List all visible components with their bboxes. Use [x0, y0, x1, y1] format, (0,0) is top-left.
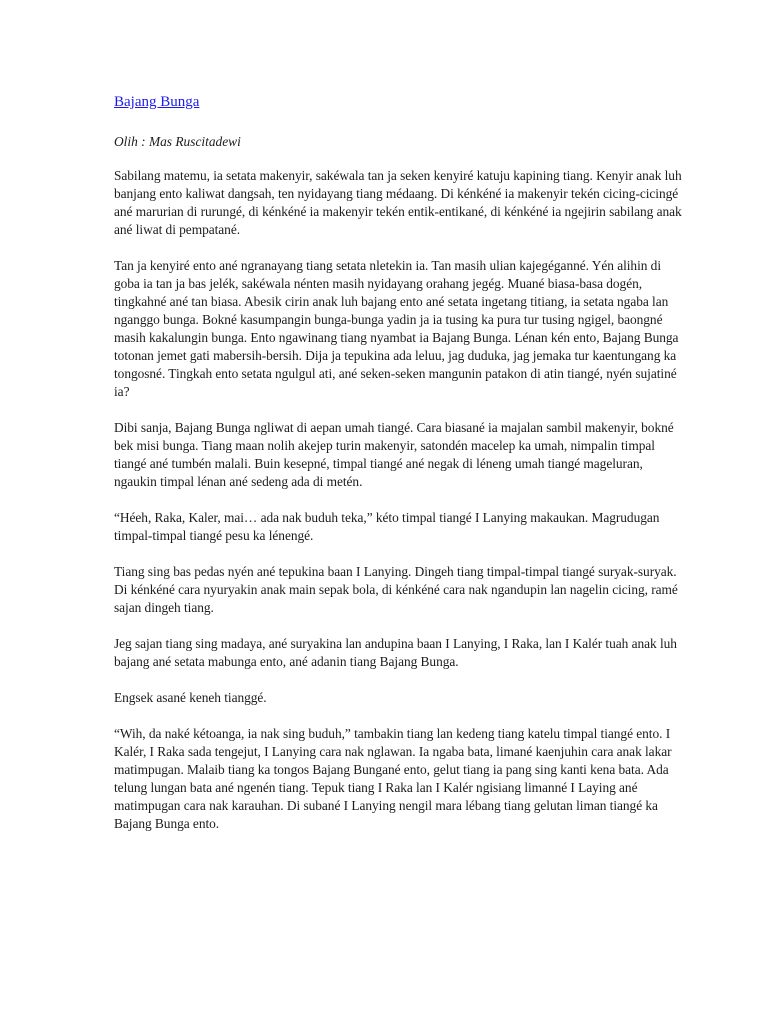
paragraph-5: Tiang sing bas pedas nyén ané tepukina baan I Lanying. Dingeh tiang timpal-timpal tiangé suryak-suryak. Di kénkéné cara nyuryakin anak main sepak bola, di kénkéné cara nak ngandupin lan nagelin cicing, ramé sajan dingeh tiang. [114, 564, 678, 615]
article-author: Olih : Mas Ruscitadewi [114, 134, 241, 149]
paragraph-8: “Wih, da naké kétoanga, ia nak sing buduh,” tambakin tiang lan kedeng tiang katelu timpal tiangé ento. I Kalér, I Raka sada tengejut, I Lanying cara nak nglawan. Ia ngaba bata, limané kaenjuhin cara anak lakar matimpugan. Malaib tiang ka tongos Bajang Bungané ento, gelut tiang ia pang sing kanti kena bata. Ada telung lungan bata ané ngenén tiang. Tepuk tiang I Raka lan I Kalér ngisiang limanné I Laying ané matimpugan cara nak karauhan. Di subané I Lanying nengil mara lébang tiang gelutan liman tiangé ka Bajang Bunga ento. [114, 726, 672, 831]
paragraph-6: Jeg sajan tiang sing madaya, ané suryakina lan andupina baan I Lanying, I Raka, lan I Kalér tuah anak luh bajang ané setata mabunga ento, ané adanin tiang Bajang Bunga. [114, 636, 677, 669]
paragraph-1: Sabilang matemu, ia setata makenyir, sakéwala tan ja seken kenyiré katuju kapining tiang. Kenyir anak luh banjang ento kaliwat dangsah, ten nyidayang tiang médaang. Di kénkéné ia makenyir tekén cicing-cicingé ané marurian di rurungé, di kénkéné ia makenyir tekén entik-entikané, di kénkéné ia ngejirin sabilang anak ané liwat di pempatané. [114, 168, 682, 237]
paragraph-4: “Héeh, Raka, Kaler, mai… ada nak buduh teka,” kéto timpal tiangé I Lanying makaukan. Magrudugan timpal-timpal tiangé pesu ka lénengé. [114, 510, 660, 543]
paragraph-7: Engsek asané keneh tianggé. [114, 690, 267, 705]
paragraph-2: Tan ja kenyiré ento ané ngranayang tiang setata nletekin ia. Tan masih ulian kajegéganné. Yén alihin di goba ia tan ja bas jelék, sakéwala nénten masih nyidayang orahang jegég. Muané biasa-basa dogén, tingkahné ané tan biasa. Abesik cirin anak luh bajang ento ané setata ingetang titiang, ia setata ngaba lan nganggo bunga. Bokné kasumpangin bunga-bunga yadin ja ia tusing ka pura tur tusing ngigel, baongné masih kakalungin bunga. Ento ngawinang tiang nyambat ia Bajang Bunga. Lénan kén ento, Bajang Bunga totonan jemet gati mabersih-bersih. Dija ja tepukina ada leluu, jag duduka, jag jemaka tur kaentungang ka tongosné. Tingkah ento setata ngulgul ati, ané seken-seken mangunin patakon di atin tiangé, nyén sujatiné ia? [114, 258, 679, 399]
article-title-link[interactable]: Bajang Bunga [114, 94, 200, 110]
paragraph-3: Dibi sanja, Bajang Bunga ngliwat di aepan umah tiangé. Cara biasané ia majalan sambil makenyir, bokné bek misi bunga. Tiang maan nolih akejep turin makenyir, satondén macelep ka umah, nimpalin timpal tiangé ané tumbén malali. Buin kesepné, timpal tiangé ané negak di léneng umah tiangé mageluran, ngaukin timpal lénan ané sedeng ada di metén. [114, 420, 674, 489]
